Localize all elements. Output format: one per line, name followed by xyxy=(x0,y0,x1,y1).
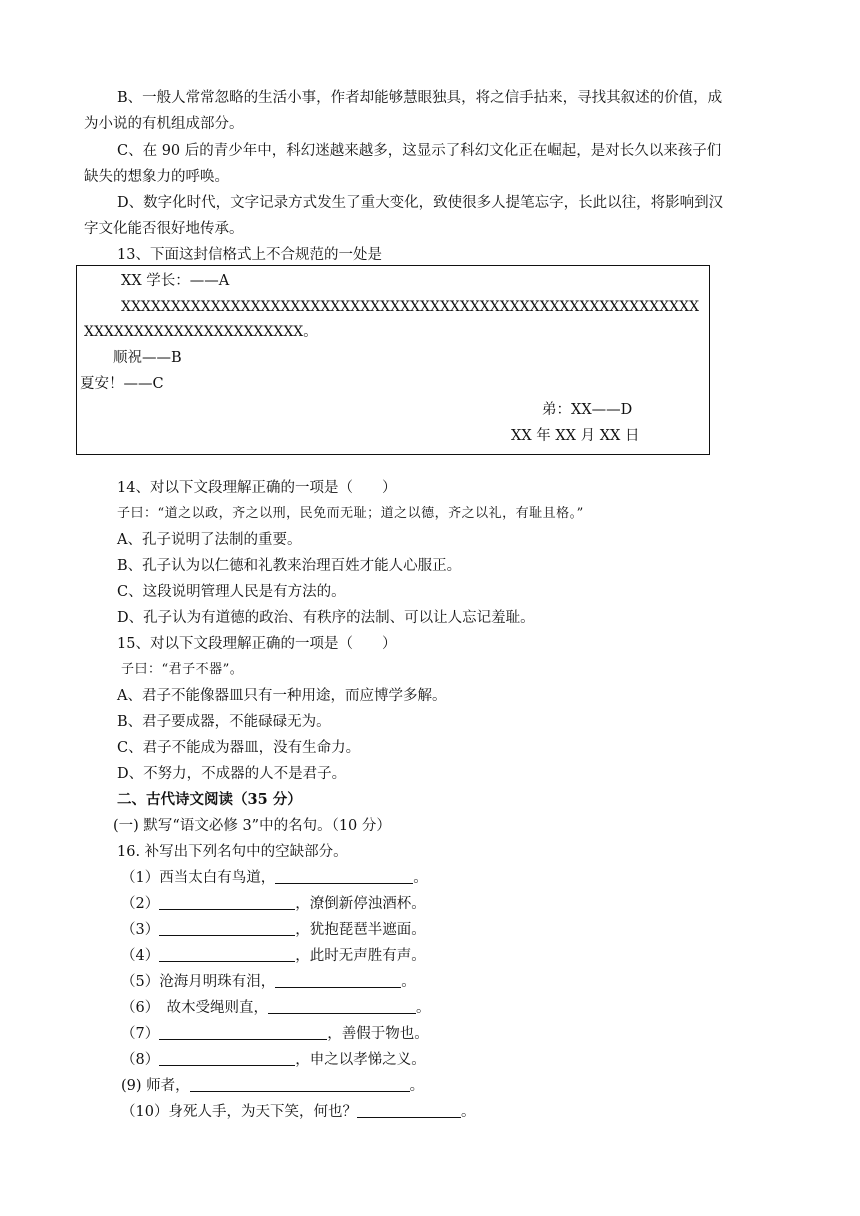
q16-item-4-blank[interactable] xyxy=(159,946,295,962)
q12-option-b-line2: 为小说的有机组成部分。 xyxy=(84,116,244,132)
letter-date: XX 年 XX 月 XX 日 xyxy=(511,428,640,444)
q16-item-2 xyxy=(121,894,426,914)
q12-option-d-line2: 字文化能否很好地传承。 xyxy=(84,221,244,237)
q16-item-3-prefix: （3） xyxy=(121,922,160,938)
q12-option-c-line1: C、在 90 后的青少年中，科幻迷越来越多，这显示了科幻文化正在崛起，是对长久以来孩子们 xyxy=(117,143,722,159)
q14-option-d: D、孔子认为有道德的政治、有秩序的法制、可以让人忘记羞耻。 xyxy=(117,610,535,626)
q12-option-d-line1: D、数字化时代，文字记录方式发生了重大变化，致使很多人提笔忘字，长此以往，将影响到汉 xyxy=(117,195,724,211)
q16-item-10-suffix: 。 xyxy=(460,1104,476,1120)
q12-option-c-line2: 缺失的想象力的呼唤。 xyxy=(84,169,229,185)
q16-item-2-blank[interactable] xyxy=(159,894,295,910)
q15-option-c: C、君子不能成为器皿，没有生命力。 xyxy=(117,740,361,756)
q16-item-3-blank[interactable] xyxy=(159,920,295,936)
q16-item-3 xyxy=(121,920,426,940)
q16-item-2-prefix: （2） xyxy=(121,896,160,912)
q16-item-10-prefix: （10）身死人手，为天下笑，何也？ xyxy=(121,1104,357,1120)
q16-item-7 xyxy=(121,1024,429,1044)
q16-item-5-suffix: 。 xyxy=(401,974,416,990)
q16-item-9-suffix: 。 xyxy=(409,1078,425,1094)
section-2-title: 二、古代诗文阅读（35 分） xyxy=(117,791,302,808)
q16-item-1-suffix: 。 xyxy=(413,870,428,886)
q16-item-6 xyxy=(121,998,430,1018)
letter-closing-1: 顺祝——B xyxy=(113,350,182,366)
q16-item-7-suffix: ，善假于物也。 xyxy=(327,1026,429,1042)
q14-quote: 子曰：“道之以政，齐之以刑，民免而无耻；道之以德，齐之以礼，有耻且格。” xyxy=(117,506,584,521)
q15-option-a: A、君子不能像器皿只有一种用途，而应博学多解。 xyxy=(117,688,447,704)
q16-item-3-suffix: ，犹抱琵琶半遮面。 xyxy=(295,922,426,938)
q16-item-9-prefix: (9) 师者， xyxy=(121,1078,190,1094)
q16-item-8-suffix: ，申之以孝悌之义。 xyxy=(295,1052,426,1068)
q16-item-6-blank[interactable] xyxy=(268,998,416,1014)
q13-stem: 13、下面这封信格式上不合规范的一处是 xyxy=(117,247,382,263)
q14-option-c: C、这段说明管理人民是有方法的。 xyxy=(117,584,346,600)
letter-closing-2: 夏安！——C xyxy=(80,376,164,392)
q16-item-7-blank[interactable] xyxy=(159,1024,327,1040)
section-2-subsection: (一) 默写“语文必修 3”中的名句。（10 分） xyxy=(113,818,391,834)
q16-item-1 xyxy=(121,868,428,888)
q15-stem: 15、对以下文段理解正确的一项是（ ） xyxy=(117,636,397,652)
q15-option-b: B、君子要成器，不能碌碌无为。 xyxy=(117,714,331,730)
q16-item-4-suffix: ，此时无声胜有声。 xyxy=(295,948,426,964)
letter-signature: 弟：XX——D xyxy=(542,402,633,418)
q15-quote: 子曰：“君子不器”。 xyxy=(121,662,244,677)
q16-item-8 xyxy=(121,1050,426,1070)
q16-item-5-blank[interactable] xyxy=(275,972,401,988)
q16-item-9-blank[interactable] xyxy=(190,1076,410,1092)
q16-item-1-prefix: （1）西当太白有鸟道， xyxy=(121,870,276,886)
q16-item-8-blank[interactable] xyxy=(159,1050,295,1066)
q16-item-10-blank[interactable] xyxy=(357,1102,461,1118)
q16-stem: 16. 补写出下列名句中的空缺部分。 xyxy=(117,844,348,860)
q16-item-8-prefix: （8） xyxy=(121,1052,160,1068)
q12-option-b-line1: B、一般人常常忽略的生活小事，作者却能够慧眼独具，将之信手拈来，寻找其叙述的价值，成 xyxy=(117,90,723,106)
q16-item-6-prefix: （6） 故木受绳则直， xyxy=(121,1000,268,1016)
letter-body-line1: XXXXXXXXXXXXXXXXXXXXXXXXXXXXXXXXXXXXXXXXXXXXXXXXXXXXXXXXXX xyxy=(121,299,700,315)
letter-salutation: XX 学长：——A xyxy=(121,273,230,289)
q16-item-4 xyxy=(121,946,426,966)
q16-item-10 xyxy=(121,1102,475,1122)
q16-item-5-prefix: （5）沧海月明珠有泪， xyxy=(121,974,276,990)
q16-item-7-prefix: （7） xyxy=(121,1026,160,1042)
q14-option-a: A、孔子说明了法制的重要。 xyxy=(117,532,302,548)
q16-item-9 xyxy=(121,1076,424,1096)
q14-option-b: B、孔子认为以仁德和礼教来治理百姓才能人心服正。 xyxy=(117,558,462,574)
q14-stem: 14、对以下文段理解正确的一项是（ ） xyxy=(117,480,397,496)
q16-item-6-suffix: 。 xyxy=(415,1000,431,1016)
q15-option-d: D、不努力，不成器的人不是君子。 xyxy=(117,766,347,782)
letter-body-line2: XXXXXXXXXXXXXXXXXXXXXX。 xyxy=(84,324,318,340)
q16-item-1-blank[interactable] xyxy=(275,868,413,884)
q16-item-2-suffix: ，潦倒新停浊酒杯。 xyxy=(295,896,426,912)
q16-item-5 xyxy=(121,972,416,992)
q16-item-4-prefix: （4） xyxy=(121,948,160,964)
